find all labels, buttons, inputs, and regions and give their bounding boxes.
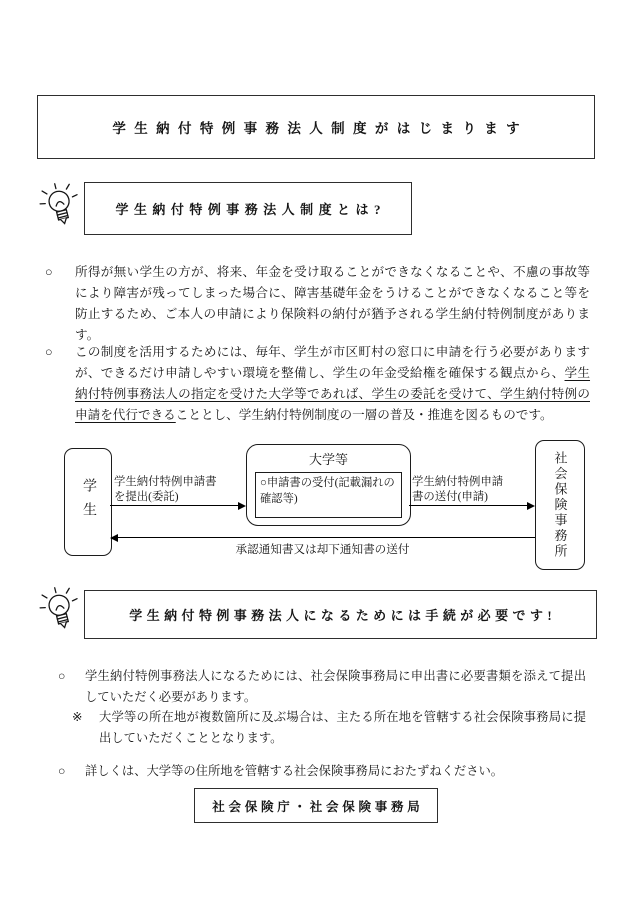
- university-box: [246, 444, 411, 526]
- bullet-circle: ○: [58, 764, 66, 778]
- university-note-box: ○申請書の受付(記載漏れの確認等): [255, 472, 402, 518]
- note-2-text: 大学等の所在地が複数箇所に及ぶ場合は、主たる所在地を管轄する社会保険事務局に提出していただくこととなります。: [99, 710, 586, 745]
- section-heading-text: 学生納付特例事務法人になるためには手続が必要です!: [129, 608, 557, 623]
- arrow-submit-label: [114, 475, 217, 504]
- note-3: [58, 761, 586, 782]
- note-1: [58, 666, 586, 707]
- arrow-line-return: [117, 537, 535, 538]
- return-arrow-label: 承認通知書又は却下通知書の送付: [235, 543, 410, 556]
- arrow-send-label-line1: 学生納付特例申請: [412, 476, 504, 488]
- arrow-submit-label-line1: 学生納付特例申請書: [114, 476, 217, 488]
- paragraph-2: [45, 342, 590, 426]
- bullet-circle: ○: [45, 345, 53, 359]
- insurance-office-box: [535, 440, 585, 570]
- arrow-submit-label-line2: を提出(委託): [114, 490, 179, 503]
- issuing-organization-box: [194, 788, 438, 823]
- lightbulb-icon: [40, 586, 82, 645]
- university-title: 大学等: [308, 452, 348, 467]
- application-flow-diagram: [0, 438, 630, 573]
- note-1-text: 学生納付特例事務法人になるためには、社会保険事務局に申出書に必要書類を添えて提出していただく必要があります。: [85, 669, 586, 704]
- section-heading-text: 学生納付特例事務法人制度とは?: [115, 202, 386, 217]
- arrow-head-right-icon: [238, 502, 246, 510]
- note-2: [72, 707, 586, 748]
- arrow-send-label-line2: 書の送付(申請): [412, 490, 488, 503]
- bullet-circle: ○: [45, 265, 53, 279]
- note-3-text: 詳しくは、大学等の住所地を管轄する社会保険事務局におたずねください。: [85, 764, 504, 778]
- section-heading-what-is: [84, 182, 412, 235]
- student-box: [64, 448, 112, 556]
- bullet-asterisk: ※: [72, 710, 83, 724]
- insurance-office-label: 社会保険事務所: [552, 450, 568, 560]
- arrow-line-submit: [110, 505, 240, 506]
- arrow-send-label: [412, 475, 503, 504]
- arrow-head-right-icon: [527, 502, 535, 510]
- page-title: 学生納付特例事務法人制度がはじまります: [112, 121, 528, 136]
- p2-pre: この制度を活用するためには、毎年、学生が市区町村の窓口に申請を行う必要がありますが、できるだけ申請しやすい環境を整備し、学生の年金受給権を確保する観点から、: [75, 345, 590, 380]
- p2-post: こととし、学生納付特例制度の一層の普及・推進を図るものです。: [175, 408, 553, 422]
- paragraph-2-text: [75, 342, 590, 426]
- lightbulb-icon: [40, 182, 82, 241]
- paragraph-1-text: 所得が無い学生の方が、将来、年金を受け取ることができなくなることや、不慮の事故等により障害が残ってしまった場合に、障害基礎年金をうけることができなくなること等を防止するため、ご本人の申請により保険料の納付が猶予される学生納付特例制度があります。: [75, 265, 590, 342]
- page-title-box: [37, 95, 595, 159]
- p2-underlined: 学生納付特例事務法人の指定を受けた大学等であれば、学生の委託を受けて、学生納付特例の申請を代行できる: [75, 366, 591, 422]
- section-heading-procedure: [84, 590, 597, 639]
- bullet-circle: ○: [58, 669, 66, 683]
- arrow-line-send: [409, 505, 527, 506]
- paragraph-1: [45, 262, 590, 346]
- issuing-organization-label: 社会保険庁・社会保険事務局: [212, 799, 424, 814]
- student-label: 学生: [81, 478, 96, 526]
- notes-section: [58, 666, 586, 782]
